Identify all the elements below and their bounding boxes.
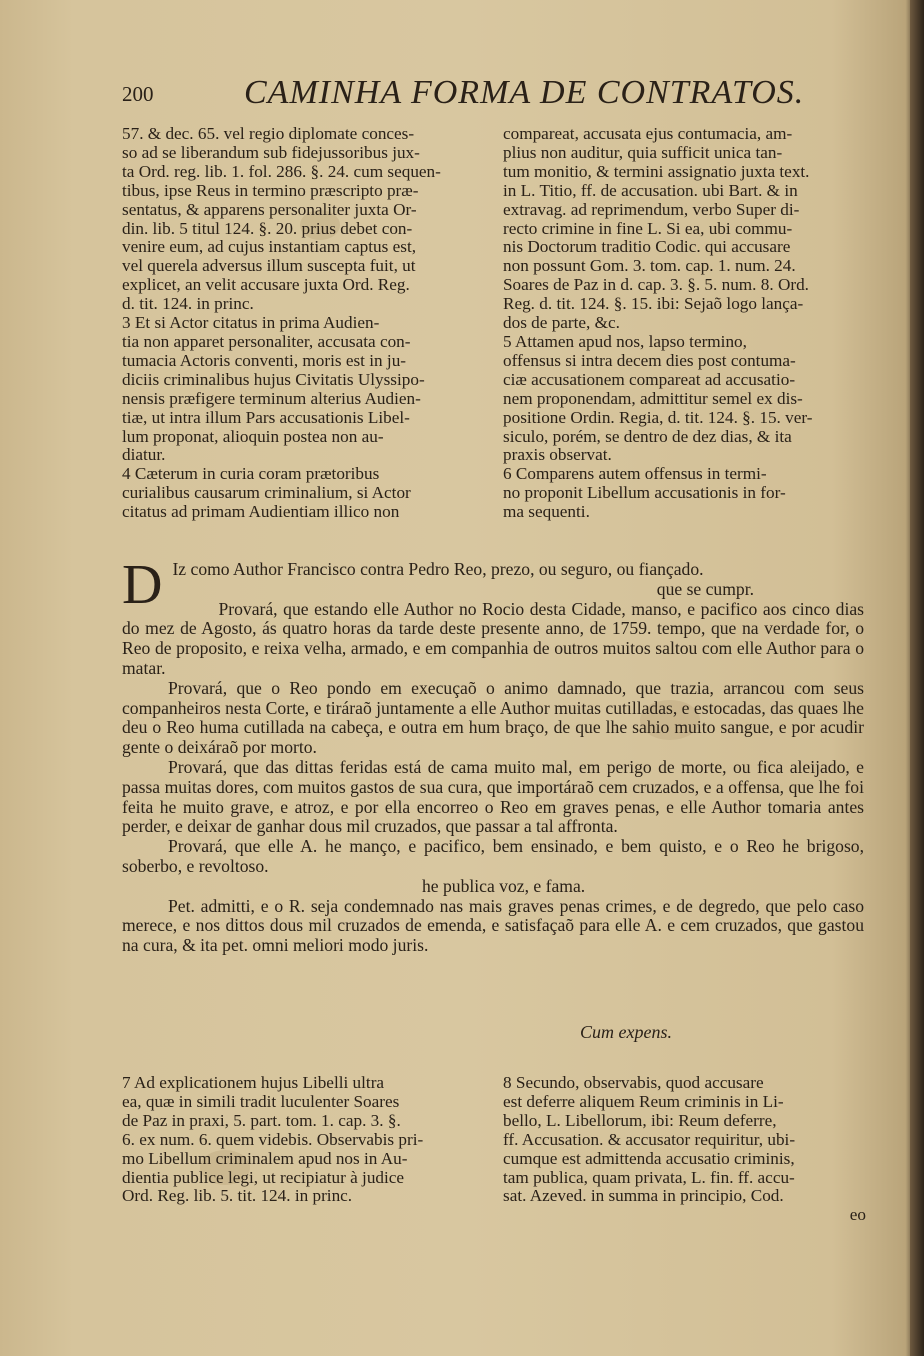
text-line: ta Ord. reg. lib. 1. fol. 286. §. 24. cum sequen- bbox=[122, 161, 441, 181]
text-line: 7 Ad explicationem hujus Libelli ultra bbox=[122, 1073, 385, 1092]
text-line: no proponit Libellum accusationis in for- bbox=[503, 483, 786, 503]
text-line: tibus, ipse Reus in termino præscripto præ- bbox=[122, 180, 419, 200]
text-line: so ad se liberandum sub fidejussoribus jux- bbox=[122, 142, 420, 162]
right-column-bottom bbox=[503, 1074, 866, 1225]
text-line: nis Doctorum traditio Codic. qui accusare bbox=[503, 237, 791, 257]
libel-form bbox=[122, 554, 864, 956]
text-line: vel querela adversus illum suscepta fuit, ut bbox=[122, 256, 416, 276]
text-line: plius non auditur, quia sufficit unica tan- bbox=[503, 142, 783, 162]
text-line: mo Libellum criminalem apud nos in Au- bbox=[122, 1148, 408, 1168]
text-line: tia non apparet personaliter, accusata con- bbox=[122, 331, 411, 351]
text-line: Reg. d. tit. 124. §. 15. ibi: Sejaõ logo lança- bbox=[503, 294, 804, 314]
left-column bbox=[122, 125, 486, 522]
text-line: 6. ex num. 6. quem videbis. Observabis pri- bbox=[122, 1129, 424, 1149]
right-column bbox=[503, 125, 866, 522]
libel-signoff: Cum expens. bbox=[580, 1022, 672, 1042]
text-line: ciæ accusationem compareat ad accusatio- bbox=[503, 369, 796, 389]
text-line: dos de parte, &c. bbox=[503, 313, 620, 333]
text-line: ff. Accusation. & accusator requiritur, ubi- bbox=[503, 1129, 796, 1149]
drop-cap: D bbox=[122, 554, 163, 616]
text-line: din. lib. 5 titul 124. §. 20. prius debet con- bbox=[122, 218, 413, 238]
text-line: praxis observat. bbox=[503, 445, 612, 465]
text-line: extravag. ad reprimendum, verbo Super di- bbox=[503, 199, 800, 219]
text-line: d. tit. 124. in princ. bbox=[122, 294, 254, 314]
libel-paragraph: Provará, que estando elle Author no Rocio desta Cidade, manso, e pacifico aos cinco dias do mez de Agosto, ás quatro horas da tarde deste presente anno, de 1759. tempo, que na verdade for, o Reo de proposito, e reixa velha, armado, e em companhia de outros muitos saltou com elle Author para o matar. bbox=[122, 598, 864, 678]
text-line: cumque est admittenda accusatio criminis, bbox=[503, 1148, 795, 1168]
text-line: est deferre aliquem Reum criminis in Li- bbox=[503, 1091, 784, 1111]
page-header bbox=[122, 74, 882, 114]
text-line: 57. & dec. 65. vel regio diplomate conces- bbox=[122, 124, 415, 143]
text-line: lum proponat, alioquin postea non au- bbox=[122, 426, 384, 446]
text-line: curialibus causarum criminalium, si Actor bbox=[122, 483, 411, 503]
text-line: tumacia Actoris conventi, moris est in ju- bbox=[122, 350, 407, 370]
page-number: 200 bbox=[122, 82, 154, 106]
text-line: 5 Attamen apud nos, lapso termino, bbox=[503, 331, 747, 351]
text-line: citatus ad primam Audientiam illico non bbox=[122, 502, 400, 522]
running-title: CAMINHA FORMA DE CONTRATOS. bbox=[244, 74, 805, 111]
text-line: 3 Et si Actor citatus in prima Audien- bbox=[122, 313, 380, 333]
libel-paragraph: Provará, que das dittas feridas está de cama muito mal, em perigo de morte, ou fica aleijado, e passa muitas dores, com muitos gastos de sua cura, que importáraõ cem cruzados, e a offensa, que lhe foi feita he muito grave, e atroz, e por ella encorreo o Reo em graves penas, e elle Author tomaria antes perder, e deixar de ganhar dous mil cruzados, que passar a tal affronta. bbox=[122, 756, 864, 837]
left-column-bottom bbox=[122, 1074, 486, 1206]
text-line: tum monitio, & termini assignatio juxta text. bbox=[503, 161, 810, 181]
text-line: 6 Comparens autem offensus in termi- bbox=[503, 464, 767, 484]
libel-opening: Iz como Author Francisco contra Pedro Reo, prezo, ou seguro, ou fiançado. bbox=[172, 559, 704, 579]
text-line: offensus si intra decem dies post contuma- bbox=[503, 350, 796, 370]
text-line: compareat, accusata ejus contumacia, am- bbox=[503, 124, 793, 143]
text-line: bello, L. Libellorum, ibi: Reum deferre, bbox=[503, 1110, 777, 1130]
text-line: tam publica, quam privata, L. fin. ff. accu- bbox=[503, 1167, 795, 1187]
text-line: 8 Secundo, observabis, quod accusare bbox=[503, 1073, 764, 1092]
catchword: eo bbox=[849, 1205, 866, 1225]
text-line: diciis criminalibus hujus Civitatis Ulyssipo- bbox=[122, 369, 425, 389]
libel-paragraph: Provará, que o Reo pondo em execuçaõ o animo damnado, que trazia, arrancou com seus companheiros nesta Corte, e tiráraõ juntamente a elle Author muitas cutilladas, e estocadas, das quaes lhe deu o Reo huma cutillada na cabeça, e outra em hum braço, de que lhe sahio muito sangue, e por acudir gente o deixáraõ por morto. bbox=[122, 677, 864, 758]
text-line: 4 Cæterum in curia coram prætoribus bbox=[122, 464, 380, 484]
text-line: siculo, porém, se dentro de dez dias, & ita bbox=[503, 426, 792, 446]
text-line: Ord. Reg. lib. 5. tit. 124. in princ. bbox=[122, 1186, 353, 1206]
libel-opening-tail: que se cumpr. bbox=[656, 578, 754, 599]
libel-fama-line: he publica voz, e fama. bbox=[422, 875, 586, 896]
libel-petition: Pet. admitti, e o R. seja condemnado nas mais graves penas crimes, e de degredo, que pelo caso merece, e nos dittos dous mil cruzados de emenda, e satisfaçaõ para elle A. e cem cruzados, que gastou na cura, & ita pet. omni meliori modo juris. bbox=[122, 895, 864, 956]
text-line: explicet, an velit accusare juxta Ord. Reg. bbox=[122, 275, 410, 295]
page-edge bbox=[910, 0, 924, 1356]
text-line: de Paz in praxi, 5. part. tom. 1. cap. 3. §. bbox=[122, 1110, 401, 1130]
text-line: diatur. bbox=[122, 445, 166, 465]
text-line: ma sequenti. bbox=[503, 502, 590, 522]
text-line: ea, quæ in simili tradit luculenter Soares bbox=[122, 1091, 400, 1111]
text-line: positione Ordin. Regia, d. tit. 124. §. 15. ver- bbox=[503, 407, 813, 427]
text-line: nensis præfigere terminum alterius Audien- bbox=[122, 388, 421, 408]
text-line: sentatus, & apparens personaliter juxta Or- bbox=[122, 199, 417, 219]
text-line: recto crimine in fine L. Si ea, ubi commu- bbox=[503, 218, 793, 238]
text-line: non possunt Gom. 3. tom. cap. 1. num. 24. bbox=[503, 256, 796, 276]
text-line: venire eum, ad cujus instantiam captus est, bbox=[122, 237, 417, 257]
text-line: Soares de Paz in d. cap. 3. §. 5. num. 8. Ord. bbox=[503, 275, 809, 295]
text-line: dientia publice legi, ut recipiatur à judice bbox=[122, 1167, 405, 1187]
libel-paragraph: Provará, que elle A. he manço, e pacifico, bem ensinado, e bem quisto, e o Reo he brigoso, soberbo, e revoltoso. bbox=[122, 836, 864, 876]
text-line: tiæ, ut intra illum Pars accusationis Libel- bbox=[122, 407, 410, 427]
text-line: nem proponendam, admittitur semel ex dis- bbox=[503, 388, 803, 408]
text-line: sat. Azeved. in summa in principio, Cod. bbox=[503, 1186, 784, 1206]
text-line: in L. Titio, ff. de accusation. ubi Bart. & in bbox=[503, 180, 798, 200]
